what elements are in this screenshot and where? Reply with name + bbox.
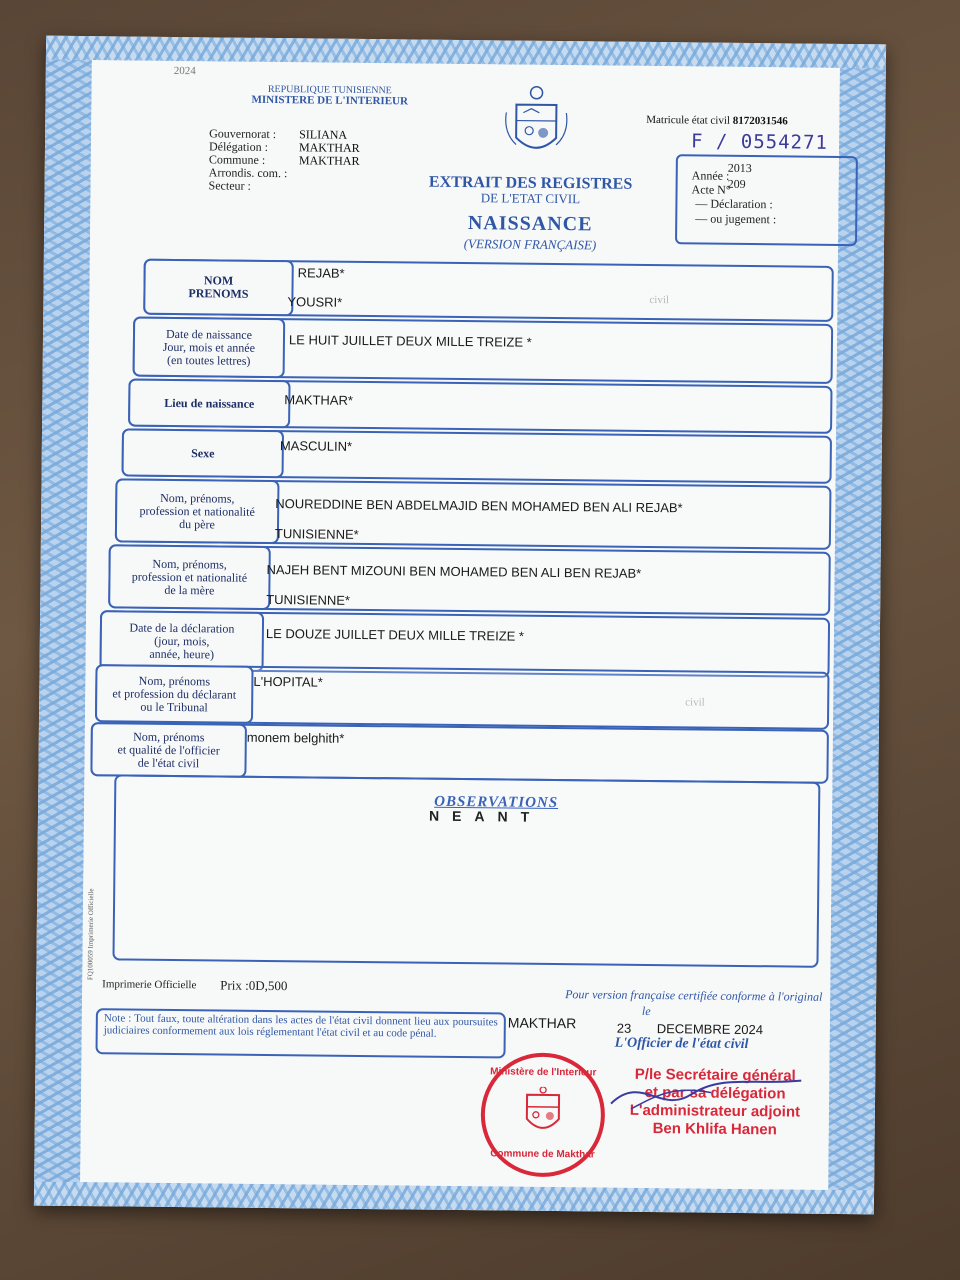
annee-value: 2013 <box>727 160 752 176</box>
matricule-value: 8172031546 <box>732 114 788 128</box>
printer-label: Imprimerie Officielle <box>102 978 197 992</box>
label-arrondissement: Arrondis. com. : <box>208 165 288 181</box>
row-label-line: année, heure) <box>149 646 215 661</box>
row-value: REJAB* <box>297 265 345 281</box>
title-etat-civil: DE L'ETAT CIVIL <box>480 190 581 207</box>
day-value: 23 <box>616 1020 632 1036</box>
stamp-emblem-icon <box>521 1087 566 1139</box>
tunisia-emblem-icon <box>501 82 572 163</box>
title-version: (VERSION FRANÇAISE) <box>463 236 597 253</box>
row-value: MAKTHAR* <box>284 392 354 408</box>
row-value: monem belghith* <box>246 729 345 746</box>
title-naissance: NAISSANCE <box>467 212 593 236</box>
row-label <box>115 478 280 544</box>
row-value: NOUREDDINE BEN ABDELMAJID BEN MOHAMED BEN ALI REJAB* <box>275 496 683 516</box>
observations-value: NEANT <box>428 807 543 825</box>
row-label-line: ou le Tribunal <box>140 699 208 714</box>
row-label-line: Nom, prénoms, <box>152 556 227 572</box>
le-label: le <box>641 1003 651 1019</box>
value-delegation: MAKTHAR <box>298 140 360 155</box>
row-label <box>133 317 286 379</box>
jugement-label: — ou jugement : <box>695 211 777 227</box>
row-label-line: Nom, prénoms, <box>160 490 235 506</box>
row-label-line: (en toutes lettres) <box>167 352 251 368</box>
row-label-line: Nom, prénoms <box>138 673 211 688</box>
row-value: YOUSRI* <box>287 294 343 310</box>
ministry-name: MINISTERE DE L'INTERIEUR <box>251 93 409 108</box>
row-label-line: PRENOMS <box>188 286 249 301</box>
annee-label: Année : <box>691 168 730 183</box>
row-value: LE HUIT JUILLET DEUX MILLE TREIZE * <box>288 332 532 350</box>
row-label <box>128 379 290 429</box>
row-label-line: Sexe <box>191 445 215 460</box>
row-value: TUNISIENNE* <box>266 591 351 608</box>
row-label-line: NOM <box>203 273 234 288</box>
matricule-label: Matricule état civil <box>646 113 731 127</box>
ghost-text: civil <box>685 696 705 709</box>
sig-line-2: et par sa délégation <box>644 1083 786 1103</box>
row-label <box>100 610 265 672</box>
print-code: FQ100059 Imprimerie Officielle <box>86 888 96 981</box>
handwritten-signature-icon <box>601 1064 812 1126</box>
acte-label: Acte N° <box>691 182 731 197</box>
admin-labels <box>209 127 288 193</box>
price-label: Prix :0D,500 <box>220 977 288 994</box>
row-value: NAJEH BENT MIZOUNI BEN MOHAMED BEN ALI BEN REJAB* <box>266 561 642 581</box>
sig-line-1: P/le Secrétaire général <box>634 1065 796 1085</box>
row-label-line: et qualité de l'officier <box>117 741 220 757</box>
title-extrait: EXTRAIT DES REGISTRES <box>428 173 633 193</box>
year-stamp: 2024 <box>173 64 196 78</box>
document-sheet <box>34 36 886 1215</box>
row-value: L'HOPITAL* <box>253 673 323 690</box>
label-gouvernorat: Gouvernorat : <box>209 126 277 142</box>
observations-title: OBSERVATIONS <box>434 793 559 812</box>
row-label <box>90 722 247 778</box>
value-commune: MAKTHAR <box>298 153 360 168</box>
label-delegation: Délégation : <box>208 139 269 154</box>
label-commune: Commune : <box>208 152 266 167</box>
row-label-line: Nom, prénoms <box>133 729 205 744</box>
row-label-line: profession et nationalité <box>139 503 255 519</box>
row-label-line: de l'état civil <box>137 755 200 770</box>
acte-value: 209 <box>727 176 746 191</box>
row-label <box>143 259 294 317</box>
row-value: MASCULIN* <box>279 438 353 454</box>
row-value: TUNISIENNE* <box>274 526 359 542</box>
row-label <box>95 664 254 724</box>
declaration-label: — Déclaration : <box>695 196 773 212</box>
row-label-line: et profession du déclarant <box>112 685 237 702</box>
certified-text: Pour version française certifiée conforme à l'original <box>565 987 823 1004</box>
row-label-line: Date de la déclaration <box>129 620 235 636</box>
row-label-line: Date de naissance <box>165 326 253 342</box>
serial-number: F / 0554271 <box>690 130 829 154</box>
row-label-line: Jour, mois et année <box>162 339 256 355</box>
row-value: LE DOUZE JUILLET DEUX MILLE TREIZE * <box>265 625 525 644</box>
row-label <box>122 428 284 478</box>
ministry-header <box>251 84 408 108</box>
date-value: DECEMBRE 2024 <box>656 1021 764 1038</box>
acte-box <box>675 154 858 246</box>
legal-note: Note : Tout faux, toute altération dans les actes de l'état civil donnent lieu aux poursuites judiciaires conformement aux lois réglementant l'état civil et au code pénal. <box>95 1008 505 1058</box>
row-label-line: de la mère <box>164 582 215 597</box>
stamp-top-text: Ministère de l'Interieur <box>490 1066 597 1079</box>
ghost-text: civil <box>649 293 670 307</box>
document-body <box>80 60 840 1190</box>
row-label <box>108 544 271 610</box>
place-value: MAKTHAR <box>507 1014 577 1032</box>
admin-values <box>299 128 360 168</box>
row-label-line: du père <box>179 516 215 531</box>
sig-line-4: Ben Khlifa Hanen <box>652 1120 777 1139</box>
municipality-stamp <box>480 1052 605 1177</box>
sig-line-3: L'administrateur adjoint <box>629 1101 801 1121</box>
officer-title: L'Officier de l'état civil <box>614 1035 749 1053</box>
value-gouvernorat: SILIANA <box>299 127 348 142</box>
row-label-line: (jour, mois, <box>154 633 210 648</box>
matricule <box>646 114 788 127</box>
label-secteur: Secteur : <box>208 178 251 193</box>
stamp-bottom-text: Commune de Makthar <box>490 1148 595 1161</box>
row-label-line: profession et nationalité <box>131 569 248 585</box>
row-label-line: Lieu de naissance <box>164 395 255 411</box>
republic-name: REPUBLIQUE TUNISIENNE <box>267 83 392 97</box>
